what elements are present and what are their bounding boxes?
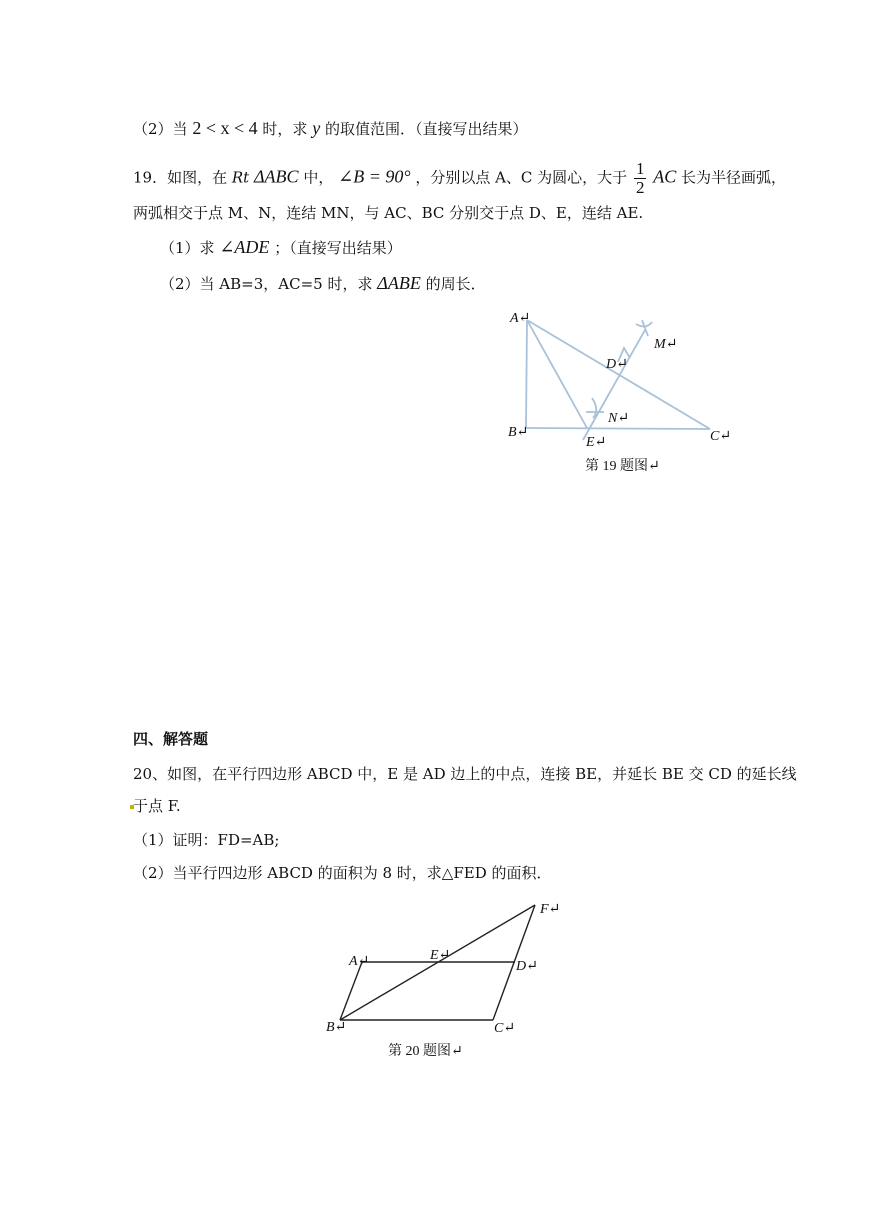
label-a: A↵ xyxy=(349,954,370,969)
segment-ab xyxy=(340,962,362,1020)
q20-part1: （1）证明：FD=AB; xyxy=(133,831,280,849)
label-d: D↵ xyxy=(606,357,628,372)
q19-figure xyxy=(500,300,750,480)
label-e: E↵ xyxy=(430,948,451,963)
arc-n xyxy=(592,398,596,418)
label-e: E↵ xyxy=(586,435,607,450)
label-d: D↵ xyxy=(516,959,538,974)
q19-caption: 第 19 题图↵ xyxy=(585,459,660,474)
q19-line1: 19．如图，在 Rt ΔABC 中， ∠B = 90° ，分别以点 A、C 为圆心，大于 $\frac{1}{2}$ AC 长为半径画弧， xyxy=(133,159,787,197)
q20-caption: 第 20 题图↵ xyxy=(388,1044,463,1059)
section-title: 四、解答题 xyxy=(133,730,209,748)
q18-var-y: y xyxy=(312,118,321,138)
q19-triangle: ΔABC xyxy=(253,166,299,187)
q20-line1: 20、如图，在平行四边形 ABCD 中，E 是 AD 边上的中点，连接 BE，并延长 BE 交 CD 的延长线 xyxy=(133,765,797,783)
segment-ae xyxy=(527,320,587,428)
q19-line2: 两弧相交于点 M、N，连结 MN，与 AC、BC 分别交于点 D、E，连结 AE. xyxy=(133,204,644,222)
q20-figure xyxy=(320,895,570,1065)
q19-part2: （2）当 AB=3，AC=5 时，求 ΔABE 的周长． xyxy=(160,273,486,293)
segment-bc xyxy=(526,428,710,429)
q19-part1: （1）求 ∠ADE ；（直接写出结果） xyxy=(160,237,402,257)
q18-part2: （2）当 2 < x < 4 时，求 y 的取值范围．（直接写出结果） xyxy=(133,118,528,138)
q20-part2: （2）当平行四边形 ABCD 的面积为 8 时，求△FED 的面积． xyxy=(133,864,552,882)
q20-line2: 于点 F. xyxy=(133,797,181,815)
q18-inequality: 2 < x < 4 xyxy=(192,118,258,138)
label-c: C↵ xyxy=(710,429,732,444)
label-c: C↵ xyxy=(494,1021,516,1036)
label-b: B↵ xyxy=(326,1020,347,1035)
label-a: A↵ xyxy=(510,311,531,326)
segment-ab xyxy=(526,320,527,428)
label-m: M↵ xyxy=(654,337,678,352)
q19-angle-b: ∠B = 90° xyxy=(338,166,411,187)
label-f: F↵ xyxy=(540,902,561,917)
label-n: N↵ xyxy=(608,411,630,426)
q19-fraction: $\frac{1}{2}$ xyxy=(635,159,645,197)
label-b: B↵ xyxy=(508,425,529,440)
